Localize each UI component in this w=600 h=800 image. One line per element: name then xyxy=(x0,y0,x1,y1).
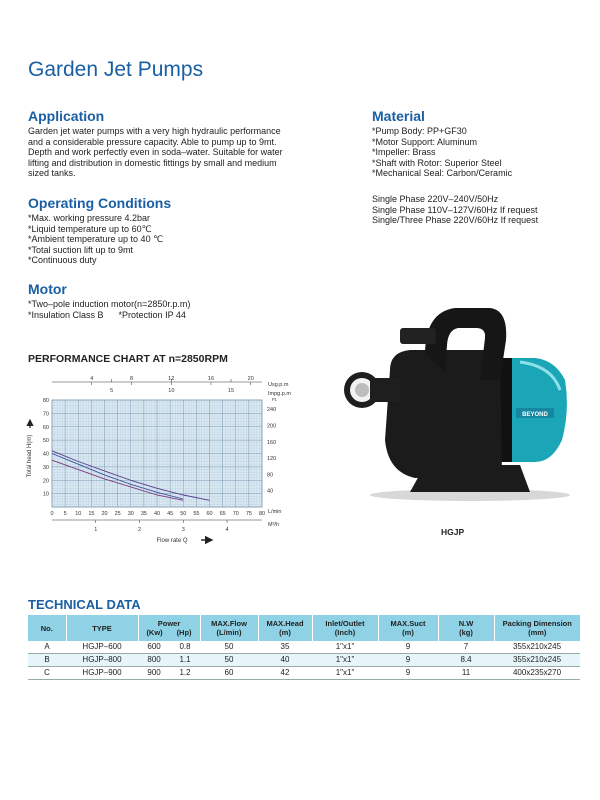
col-no xyxy=(28,615,66,641)
col-head-unit: (m) xyxy=(279,628,291,637)
cell-pack: 400x235x270 xyxy=(494,667,580,680)
table-row xyxy=(28,654,580,667)
motor-line: *Insulation Class B *Protection IP 44 xyxy=(28,309,186,320)
material-heading: Material xyxy=(372,108,425,124)
phase-line: Single/Three Phase 220V/60Hz If request xyxy=(372,215,539,225)
cell-power xyxy=(138,654,200,667)
col-no-label: No. xyxy=(40,623,53,633)
material-text xyxy=(372,126,587,179)
x-tick-label: 80 xyxy=(258,511,266,517)
application-line: Garden jet water pumps with a very high hydraulic performance xyxy=(28,126,281,136)
x-tick-label: 45 xyxy=(167,511,174,517)
right-tick-label: 160 xyxy=(267,439,277,446)
performance-chart xyxy=(22,368,291,546)
chart-top-unit-1: Usg.p.m xyxy=(268,382,289,388)
right-tick-label: 80 xyxy=(267,472,274,479)
cell-kw: 800 xyxy=(147,655,161,664)
cell-hp: 1.2 xyxy=(179,668,191,677)
cell-no: A xyxy=(28,641,66,654)
cell-flow: 60 xyxy=(200,667,258,680)
x-tick-label: 55 xyxy=(193,511,200,517)
cell-no: B xyxy=(28,654,66,667)
material-section xyxy=(372,108,587,179)
bottom-m3h-tick-label: 3 xyxy=(181,527,185,533)
application-section xyxy=(28,108,328,179)
top-imp-tick-label: 5 xyxy=(110,388,114,394)
cell-hp: 1.1 xyxy=(179,655,191,664)
operating-line: *Max. working pressure 4.2bar xyxy=(28,213,151,223)
col-nw-unit: (kg) xyxy=(459,628,473,637)
top-imp-tick-label: 10 xyxy=(168,388,175,394)
chart-right-axis xyxy=(267,407,276,495)
power-supply-text xyxy=(372,194,587,226)
col-suct-unit: (m) xyxy=(402,628,414,637)
cell-inlet: 1"x1" xyxy=(312,641,378,654)
application-line: lifting and distribution in domestic fittings by small and medium xyxy=(28,157,277,168)
chart-x-unit: L/min xyxy=(268,509,282,515)
cell-hp: 0.8 xyxy=(179,642,191,651)
col-nw-label: N.W xyxy=(458,619,474,628)
top-usg-tick-label: 8 xyxy=(129,376,134,382)
cell-pack: 355x210x245 xyxy=(494,641,580,654)
operating-text xyxy=(28,213,328,266)
motor-heading: Motor xyxy=(28,281,67,297)
cell-inlet: 1"x1" xyxy=(312,654,378,667)
application-text xyxy=(28,126,328,179)
x-tick-label: 50 xyxy=(180,511,187,517)
col-nw xyxy=(438,615,494,641)
operating-line: *Continuous duty xyxy=(28,255,97,265)
col-inlet xyxy=(312,615,378,641)
col-type-label: TYPE xyxy=(92,623,112,633)
table-row xyxy=(28,641,580,654)
col-pack-label: Packing Dimension xyxy=(502,619,572,628)
bottom-m3h-tick-label: 1 xyxy=(94,527,98,533)
col-flow-label: MAX.Flow xyxy=(211,619,247,628)
y-tick-label: 80 xyxy=(42,398,49,404)
top-usg-tick-label: 20 xyxy=(247,376,254,382)
application-line: and a considerable pressure capacity. Able to pump up to 9mt. xyxy=(28,136,277,147)
application-line: sized tanks. xyxy=(28,168,76,178)
cell-head: 35 xyxy=(258,641,312,654)
material-line: *Motor Support: Aluminum xyxy=(372,136,478,147)
bottom-m3h-tick-label: 4 xyxy=(225,527,229,533)
cell-kw: 600 xyxy=(147,642,161,651)
chart-right-unit: Ft. xyxy=(272,397,278,402)
y-tick-label: 70 xyxy=(42,411,49,418)
col-suct xyxy=(378,615,438,641)
right-tick-label: 40 xyxy=(267,488,274,495)
top-usg-tick-label: 4 xyxy=(90,376,94,382)
cell-type: HGJP–900 xyxy=(66,667,138,680)
cell-power xyxy=(138,667,200,680)
technical-data-title: TECHNICAL DATA xyxy=(28,597,141,612)
application-heading: Application xyxy=(28,108,105,124)
col-pack-unit: (mm) xyxy=(528,628,547,637)
y-tick-label: 50 xyxy=(42,438,49,445)
chart-title: PERFORMANCE CHART AT n=2850RPM xyxy=(28,353,228,365)
cell-kw: 900 xyxy=(147,668,161,677)
x-tick-label: 75 xyxy=(245,511,252,517)
cell-nw: 11 xyxy=(438,667,494,680)
col-power-kw: (Kw) xyxy=(146,628,163,637)
y-tick-label: 20 xyxy=(42,478,49,485)
x-tick-label: 25 xyxy=(114,511,121,517)
chart-top-axes xyxy=(52,376,262,394)
x-tick-label: 70 xyxy=(232,511,239,517)
application-line: Depth and work perfectly even in soda–water. Suitable for water xyxy=(28,147,283,157)
chart-x-label: Flow rate Q xyxy=(156,538,188,544)
col-suct-label: MAX.Suct xyxy=(390,619,426,628)
material-line: *Mechanical Seal: Carbon/Ceramic xyxy=(372,168,513,178)
material-line: *Impeller: Brass xyxy=(372,147,436,157)
col-head xyxy=(258,615,312,641)
table-header-row xyxy=(28,615,580,641)
col-power-hp: (Hp) xyxy=(176,628,192,637)
chart-y-axis xyxy=(43,398,49,498)
motor-line: *Two–pole induction motor(n=2850r.p.m) xyxy=(28,299,191,309)
cell-suct: 9 xyxy=(378,654,438,667)
col-flow xyxy=(200,615,258,641)
x-tick-label: 20 xyxy=(101,511,108,517)
right-tick-label: 120 xyxy=(267,456,277,463)
operating-heading: Operating Conditions xyxy=(28,195,172,211)
cell-flow: 50 xyxy=(200,641,258,654)
technical-data-table xyxy=(28,615,580,680)
cell-type: HGJP–600 xyxy=(66,641,138,654)
inlet-neck xyxy=(370,378,400,402)
col-type xyxy=(66,615,138,641)
x-tick-label: 15 xyxy=(88,511,95,517)
col-power xyxy=(138,615,200,641)
col-power-label: Power xyxy=(157,619,181,628)
y-tick-label: 10 xyxy=(42,491,49,498)
cell-head: 42 xyxy=(258,667,312,680)
brand-name: BEYOND xyxy=(522,412,548,418)
col-flow-unit: (L/min) xyxy=(216,628,242,637)
cell-flow: 50 xyxy=(200,654,258,667)
page-title: Garden Jet Pumps xyxy=(28,58,204,81)
product-caption: HGJP xyxy=(441,527,465,537)
motor-text xyxy=(28,299,328,320)
top-usg-tick-label: 12 xyxy=(168,376,175,382)
material-line: *Pump Body: PP+GF30 xyxy=(372,126,467,136)
x-tick-label: 0 xyxy=(50,511,54,517)
bottom-m3h-tick-label: 2 xyxy=(137,527,142,533)
chart-bottom-unit: M³/h xyxy=(268,522,279,528)
cell-suct: 9 xyxy=(378,641,438,654)
y-tick-label: 40 xyxy=(42,451,49,458)
x-tick-label: 5 xyxy=(63,511,67,517)
x-tick-label: 10 xyxy=(75,511,82,517)
cell-nw: 7 xyxy=(438,641,494,654)
cell-suct: 9 xyxy=(378,667,438,680)
x-tick-label: 40 xyxy=(153,511,161,517)
chart-y-label: Total head H(m) xyxy=(27,434,33,478)
operating-section xyxy=(28,195,328,266)
operating-line: *Total suction lift up to 9mt xyxy=(28,244,134,255)
chart-x-axis xyxy=(50,511,265,517)
col-inlet-unit: (Inch) xyxy=(334,628,356,637)
top-usg-tick-label: 16 xyxy=(207,376,215,382)
operating-line: *Ambient temperature up to 40 ℃ xyxy=(28,234,164,244)
cell-inlet: 1"x1" xyxy=(312,667,378,680)
motor-section xyxy=(28,281,328,320)
chart-bottom-axis xyxy=(52,520,262,533)
cell-type: HGJP–800 xyxy=(66,654,138,667)
col-head-label: MAX.Head xyxy=(266,619,304,628)
outlet-port xyxy=(400,328,436,344)
x-tick-label: 30 xyxy=(127,511,134,517)
col-inlet-label: Inlet/Outlet xyxy=(325,619,365,628)
cell-nw: 8.4 xyxy=(438,654,494,667)
top-imp-tick-label: 15 xyxy=(227,388,235,394)
material-line: *Shaft with Rotor: Superior Steel xyxy=(372,157,502,168)
pump-product-image xyxy=(330,300,582,512)
right-tick-label: 200 xyxy=(267,423,277,430)
operating-line: *Liquid temperature up to 60℃ xyxy=(28,223,152,234)
phase-line: Single Phase 110V–127V/60Hz If request xyxy=(372,204,538,215)
cell-no: C xyxy=(28,667,66,680)
cell-pack: 355x210x245 xyxy=(494,654,580,667)
x-tick-label: 60 xyxy=(206,511,213,517)
x-tick-label: 35 xyxy=(140,511,147,517)
phase-line: Single Phase 220V–240V/50Hz xyxy=(372,194,499,204)
inlet-inner xyxy=(355,383,369,397)
cell-power xyxy=(138,641,200,654)
right-tick-label: 240 xyxy=(267,407,277,414)
table-row xyxy=(28,667,580,680)
cell-head: 40 xyxy=(258,654,312,667)
x-tick-label: 65 xyxy=(219,511,226,517)
y-tick-label: 60 xyxy=(42,424,49,431)
col-pack xyxy=(494,615,580,641)
chart-top-unit-2: Impg.p.m xyxy=(268,391,291,397)
y-tick-label: 30 xyxy=(42,464,49,471)
